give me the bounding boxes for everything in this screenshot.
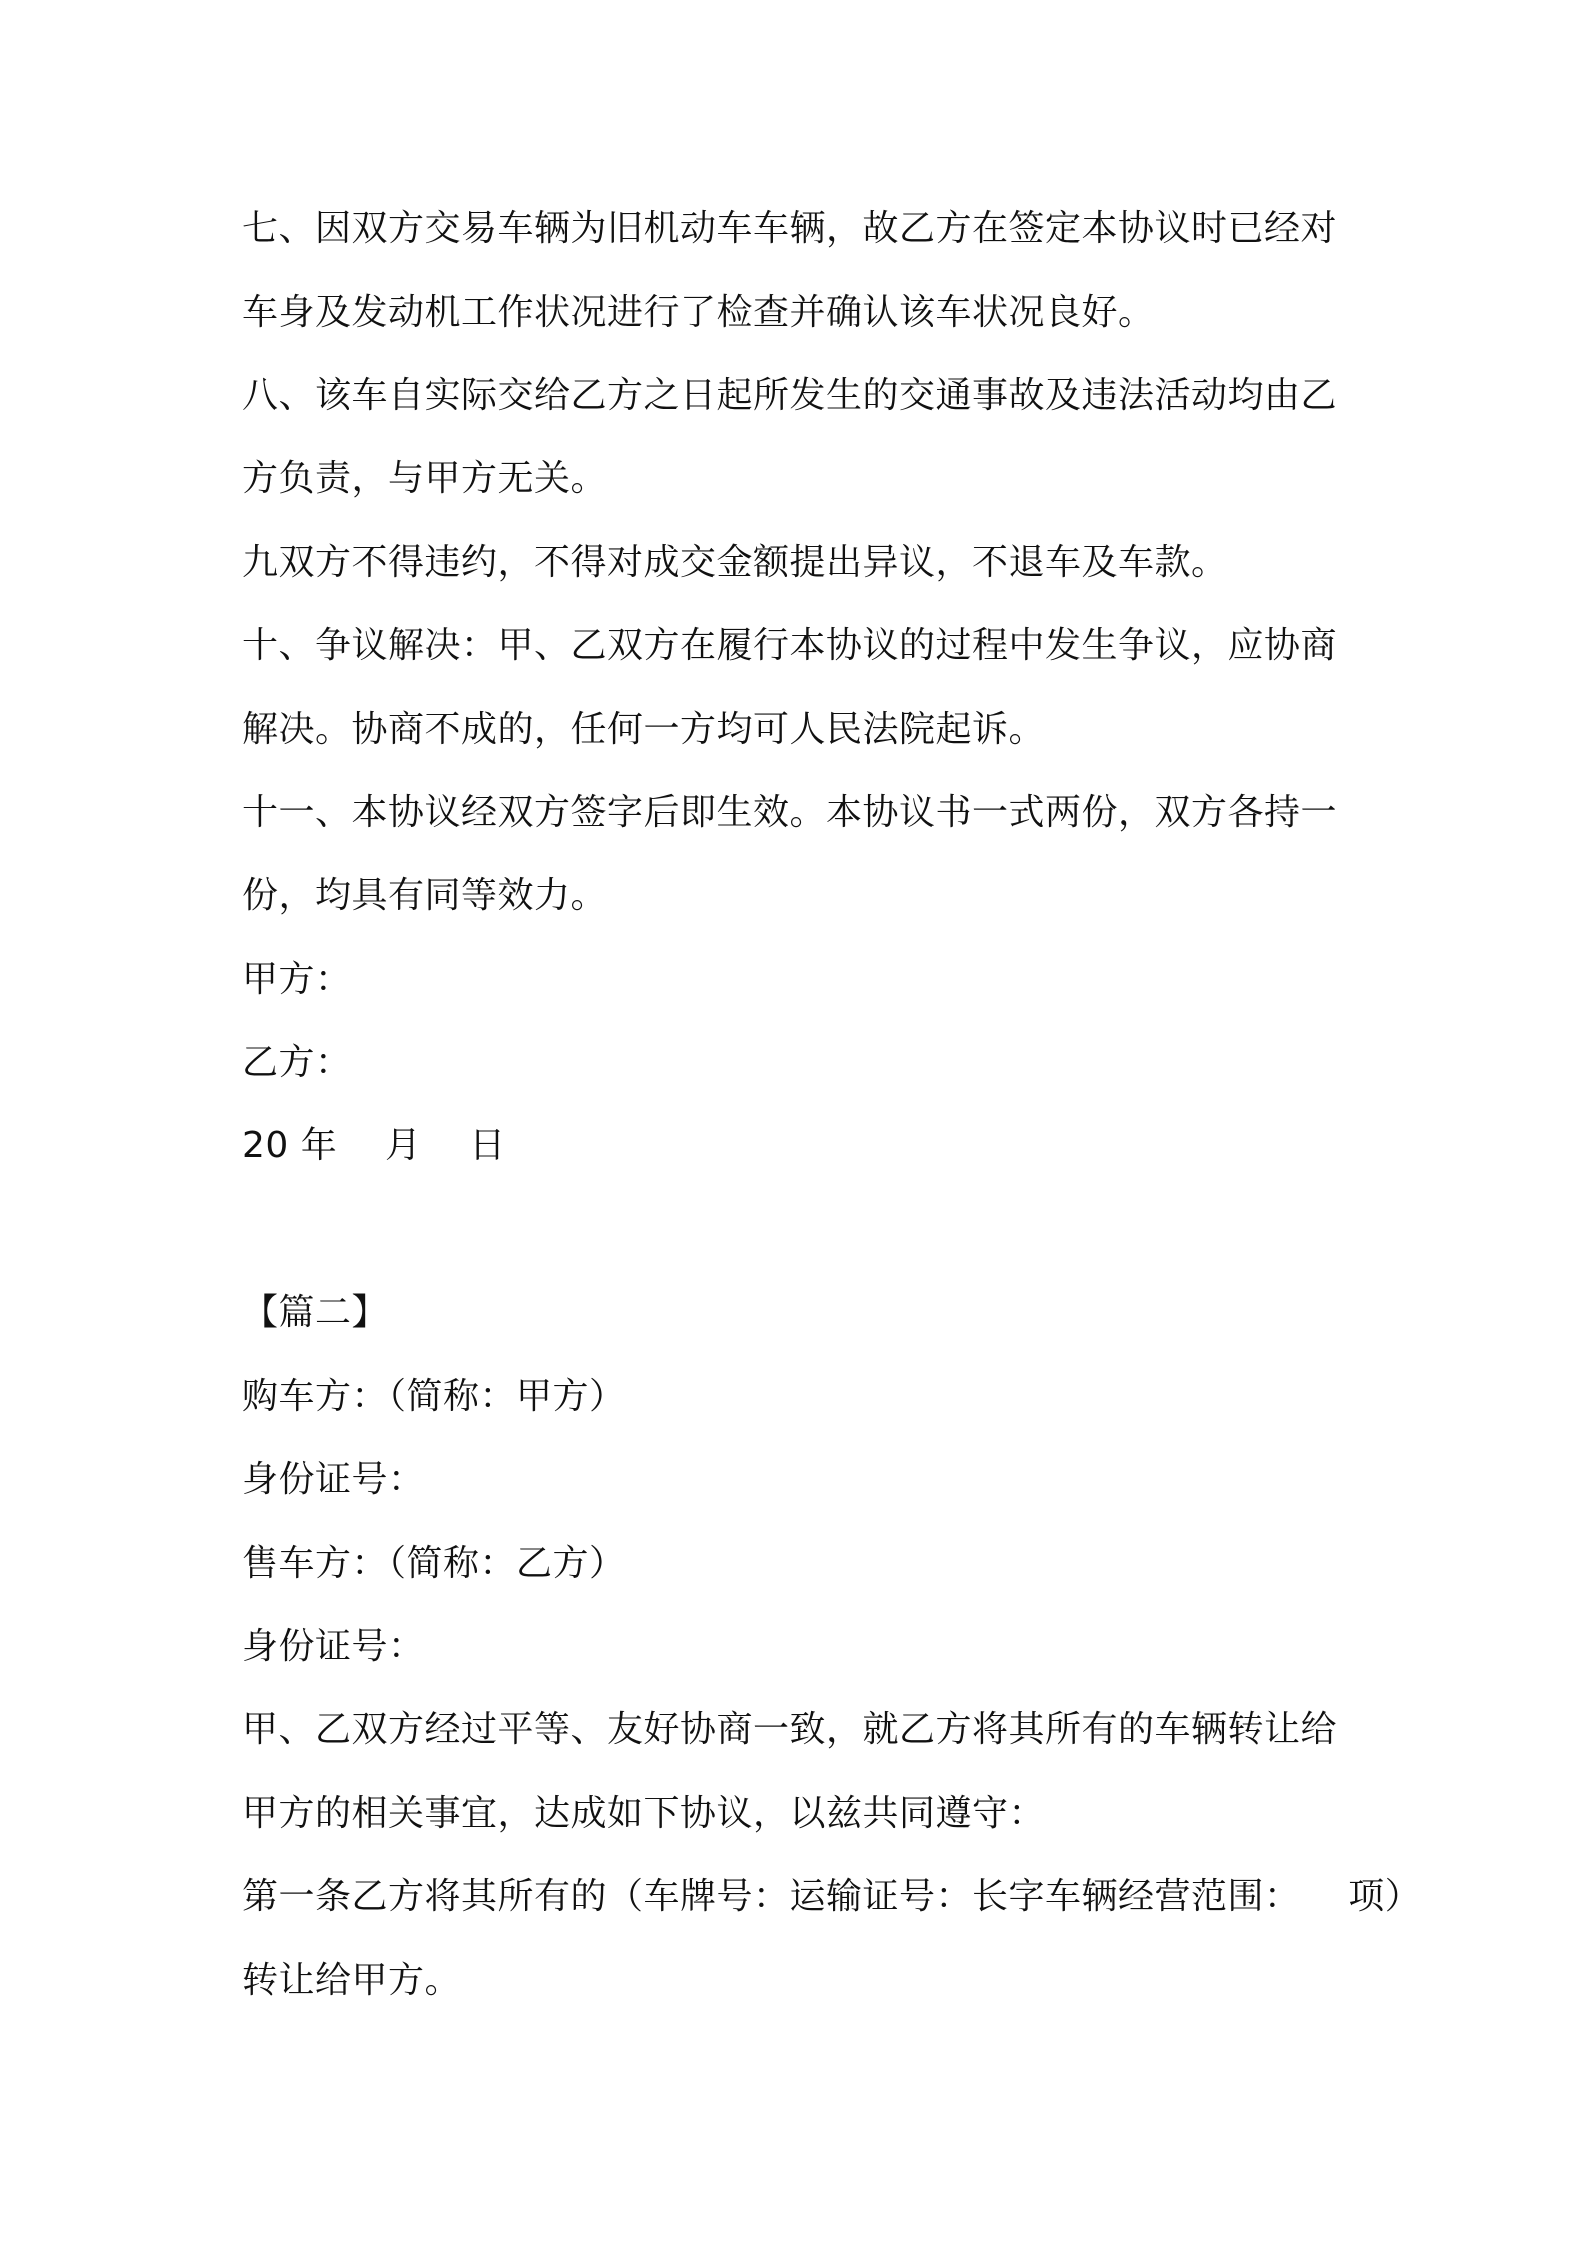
clause-10-line-1: 十、争议解决：甲、乙双方在履行本协议的过程中发生争议，应协商 bbox=[242, 625, 1338, 666]
clause-8-line-2: 方负责，与甲方无关。 bbox=[242, 458, 608, 499]
clause-11-line-1: 十一、本协议经双方签字后即生效。本协议书一式两份，双方各持一 bbox=[242, 792, 1338, 833]
clause-9-line-1: 九双方不得违约，不得对成交金额提出异议，不退车及车款。 bbox=[242, 542, 1228, 583]
clause-7-line-2: 车身及发动机工作状况进行了检查并确认该车状况良好。 bbox=[242, 292, 1155, 333]
date-line: 20 年 月 日 bbox=[242, 1125, 506, 1166]
article-1-line-1: 第一条乙方将其所有的（车牌号：运输证号：长字车辆经营范围： 项） bbox=[242, 1876, 1422, 1917]
buyer-id-label: 身份证号： bbox=[242, 1459, 425, 1500]
clause-8-line-1: 八、该车自实际交给乙方之日起所发生的交通事故及违法活动均由乙 bbox=[242, 375, 1338, 416]
clause-10-line-2: 解决。协商不成的，任何一方均可人民法院起诉。 bbox=[242, 709, 1046, 750]
buyer-label: 购车方：（简称：甲方） bbox=[242, 1376, 626, 1417]
article-1-line-2: 转让给甲方。 bbox=[242, 1960, 462, 2001]
preamble-line-1: 甲、乙双方经过平等、友好协商一致，就乙方将其所有的车辆转让给 bbox=[242, 1709, 1338, 1750]
clause-7-line-1: 七、因双方交易车辆为旧机动车车辆，故乙方在签定本协议时已经对 bbox=[242, 208, 1338, 249]
preamble-line-2: 甲方的相关事宜，达成如下协议，以兹共同遵守： bbox=[242, 1793, 1046, 1834]
section-heading: 【篇二】 bbox=[242, 1292, 389, 1333]
party-a-signature-label: 甲方： bbox=[242, 959, 352, 1000]
party-b-signature-label: 乙方： bbox=[242, 1042, 352, 1083]
seller-label: 售车方：（简称：乙方） bbox=[242, 1543, 626, 1584]
seller-id-label: 身份证号： bbox=[242, 1626, 425, 1667]
clause-11-line-2: 份，均具有同等效力。 bbox=[242, 875, 608, 916]
